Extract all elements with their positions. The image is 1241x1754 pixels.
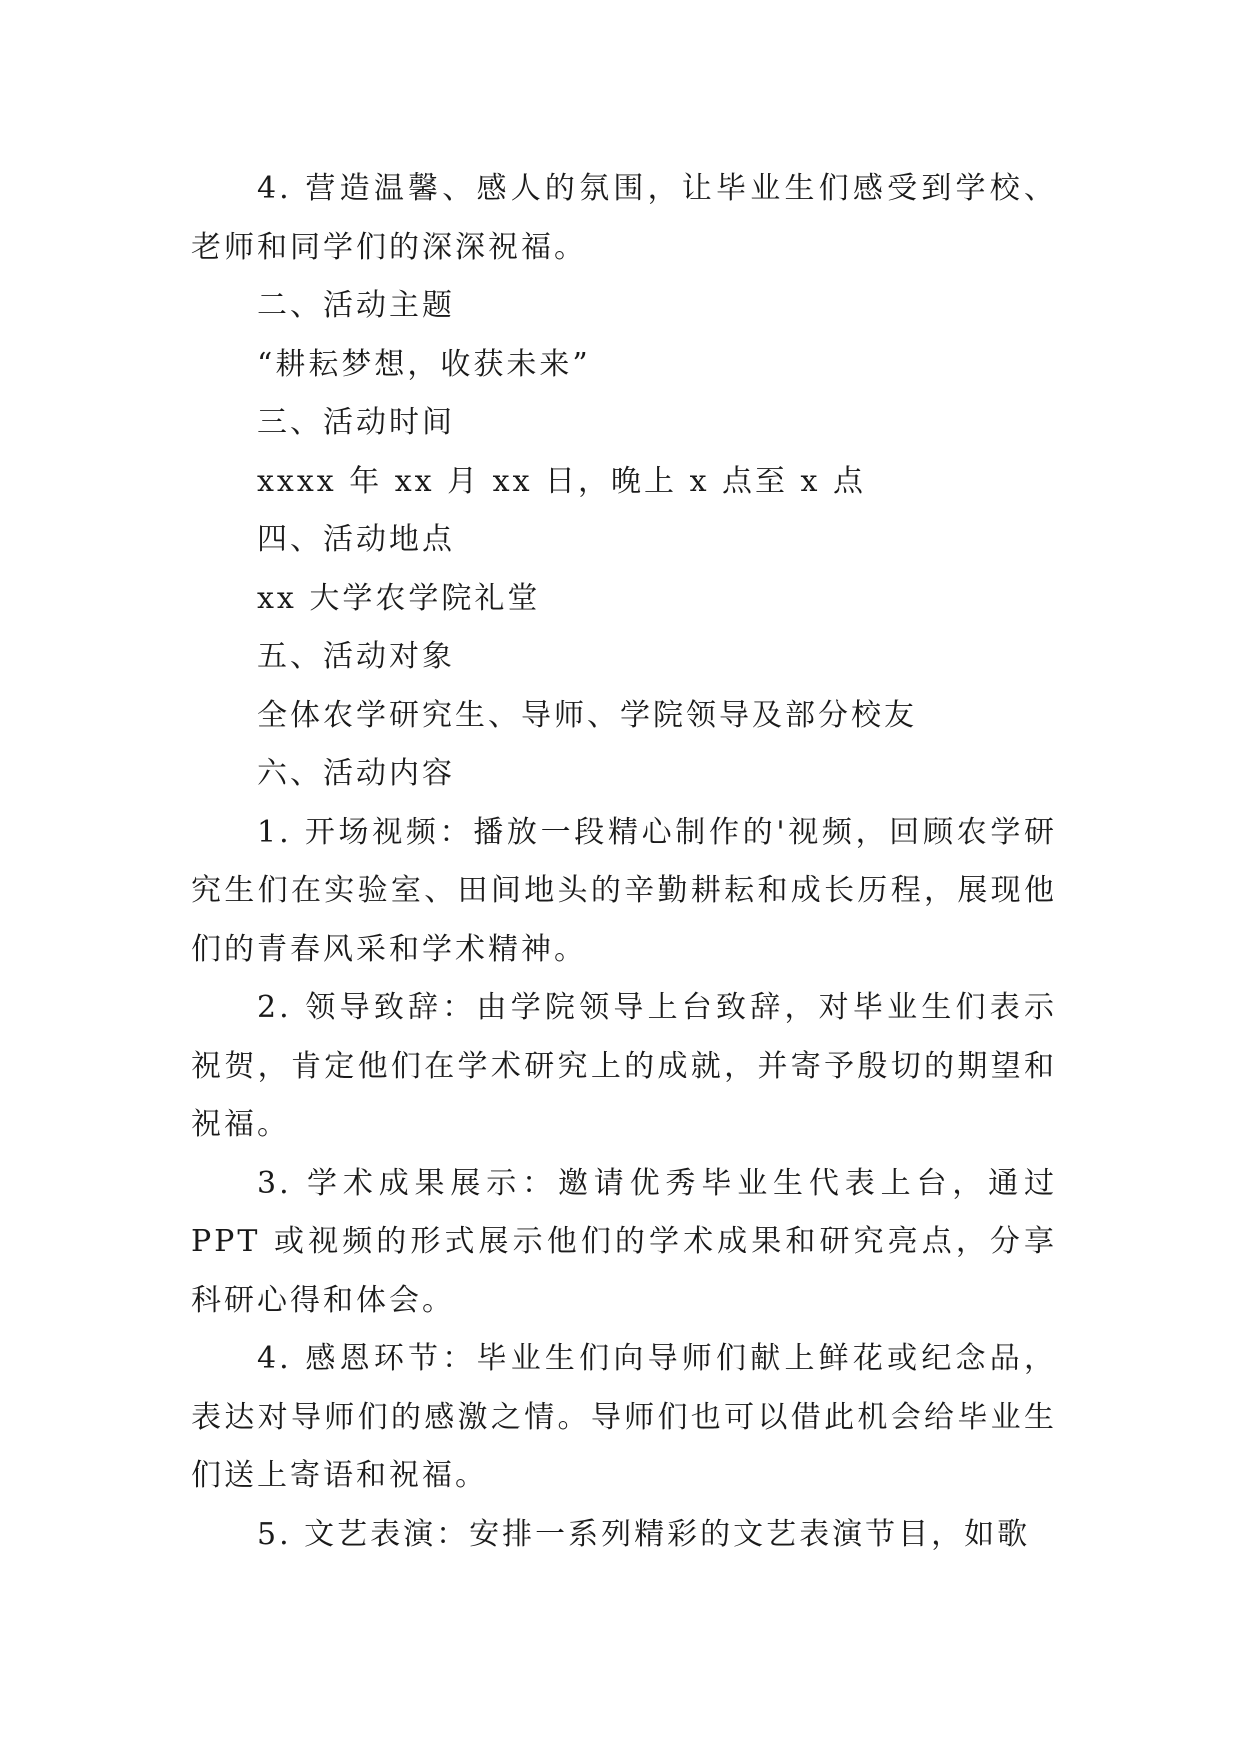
paragraph-item-2: 2. 领导致辞：由学院领导上台致辞，对毕业生们表示祝贺，肯定他们在学术研究上的成就，并寄予殷切的期望和祝福。: [191, 990, 1057, 1142]
paragraph-item-4: 4. 感恩环节：毕业生们向导师们献上鲜花或纪念品，表达对导师们的感激之情。导师们也可以借此机会给毕业生们送上寄语和祝福。: [191, 1341, 1057, 1493]
paragraph-item-1: 1. 开场视频：播放一段精心制作的'视频，回顾农学研究生们在实验室、田间地头的辛勤耕耘和成长历程，展现他们的青春风采和学术精神。: [191, 814, 1057, 967]
heading-time: 三、活动时间: [257, 405, 455, 440]
heading-content: 六、活动内容: [257, 756, 455, 791]
paragraph-item-5: 5. 文艺表演：安排一系列精彩的文艺表演节目，如歌: [257, 1516, 1031, 1552]
paragraph-theme: “耕耘梦想，收获未来”: [257, 346, 591, 382]
paragraph-audience: 全体农学研究生、导师、学院领导及部分校友: [257, 697, 917, 733]
document-body: [191, 160, 1057, 1564]
heading-theme: 二、活动主题: [257, 288, 455, 323]
paragraph-location: xx 大学农学院礼堂: [257, 580, 541, 616]
paragraph-time: xxxx 年 xx 月 xx 日，晚上 x 点至 x 点: [257, 463, 867, 499]
heading-audience: 五、活动对象: [257, 639, 455, 674]
paragraph-goal-4: 4. 营造温馨、感人的氛围，让毕业生们感受到学校、老师和同学们的深深祝福。: [191, 171, 1057, 265]
heading-location: 四、活动地点: [257, 522, 455, 557]
paragraph-item-3: 3. 学术成果展示：邀请优秀毕业生代表上台，通过 PPT 或视频的形式展示他们的学术成果和研究亮点，分享科研心得和体会。: [191, 1165, 1057, 1318]
